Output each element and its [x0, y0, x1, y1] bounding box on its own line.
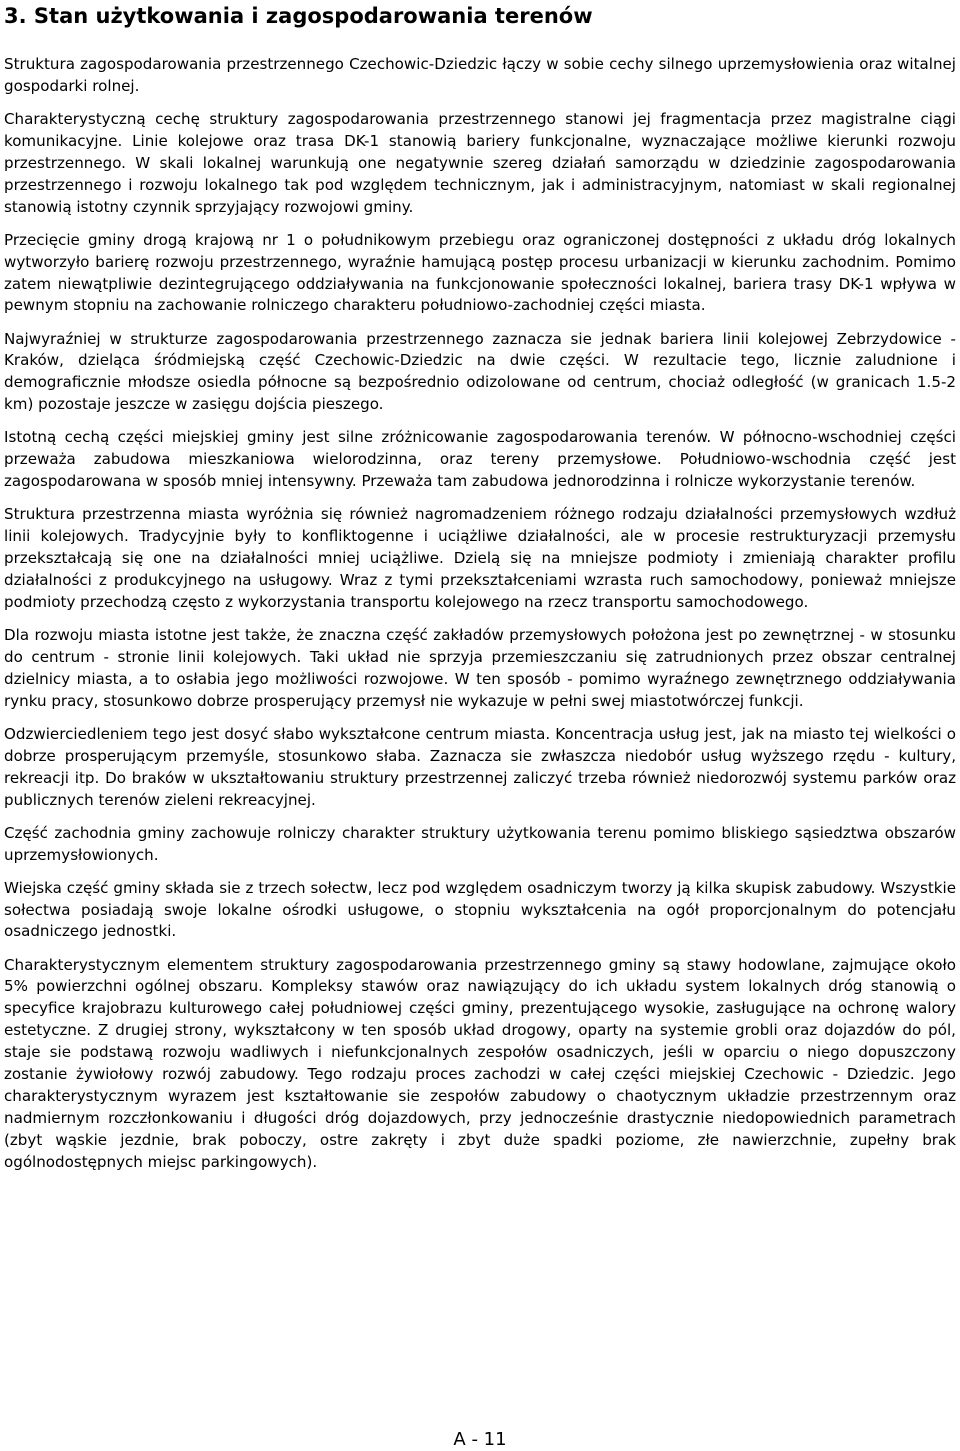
paragraph-land-use-diversity: Istotną cechą części miejskiej gminy jest silne zróżnicowanie zagospodarowania terenów. W północno-wschodniej części przeważa zabudowa mieszkaniowa wielorodzinna, oraz tereny przemysłowe. Południowo-wschodnia część jest zagospodarowana w sposób mniej intensywny. Przeważa tam zabudowa jednorodzinna i rolnicze wykorzystanie terenów.	[4, 428, 956, 491]
document-page	[4, 0, 956, 1185]
paragraph-western-part: Część zachodnia gminy zachowuje rolniczy charakter struktury użytkowania terenu pomimo bliskiego sąsiedztwa obszarów uprzemysłowionych.	[4, 823, 956, 864]
paragraph-intro: Struktura zagospodarowania przestrzennego Czechowic-Dziedzic łączy w sobie cechy silnego uprzemysłowienia oraz witalnej gospodarki rolnej.	[4, 55, 956, 95]
paragraph-city-centre: Odzwierciedleniem tego jest dosyć słabo wykształcone centrum miasta. Koncentracja usług jest, jak na miasto tej wielkości o dobrze prosperującym przemyśle, stosunkowo słaba. Zaznacza sie zwłaszcza niedobór usług wyższego rzędu - kultury, rekreacji itp. Do braków w ukształtowaniu struktury przestrzennej zaliczyć trzeba również niedorozwój systemu parków oraz publicznych terenów zieleni rekreacyjnej.	[4, 724, 956, 809]
page-number: A - 11	[453, 1429, 507, 1450]
paragraph-railway-barrier: Najwyraźniej w strukturze zagospodarowania przestrzennego zaznacza sie jednak bariera linii kolejowej Zebrzydowice - Kraków, dzieląca śródmiejską część Czechowic-Dziedzic na dwie części. W rezultacie tego, licznie zaludnione i demograficznie młodsze osiedla północne są bezpośrednio odizolowane od centrum, chociaż odległość (w granicach 1.5-2 km) pozostaje jeszcze w zasięgu dojścia pieszego.	[4, 329, 956, 414]
paragraph-dk1-barrier: Przecięcie gminy drogą krajową nr 1 o południkowym przebiegu oraz ograniczonej dostępności z układu dróg lokalnych wytworzyło barierę rozwoju przestrzennego, wyraźnie hamującą postęp procesu urbanizacji w kierunku zachodnim. Pomimo zatem niewątpliwie dezintegrującego oddziaływania na funkcjonowanie społeczności lokalnej, bariera trasy DK-1 wpływa w pewnym stopniu na zachowanie rolniczego charakteru południowo-zachodniej części miasta.	[4, 230, 956, 315]
section-title: 3. Stan użytkowania i zagospodarowania terenów	[4, 4, 593, 28]
body-text	[4, 54, 956, 1174]
paragraph-rural-part: Wiejska część gminy składa sie z trzech sołectw, lecz pod względem osadniczym tworzy ją kilka skupisk zabudowy. Wszystkie sołectwa posiadają swoje lokalne ośrodki usługowe, o stopniu wykształcenia na ogół proporcjonalnym do potencjału osadniczego jednostki.	[4, 878, 956, 941]
paragraph-industry: Struktura przestrzenna miasta wyróżnia się również nagromadzeniem różnego rodzaju działalności przemysłowych wzdłuż linii kolejowych. Tradycyjnie były to konfliktogenne i uciążliwe działalności, ale w procesie restrukturyzacji przemysłu przekształcają się one na działalności mniej uciążliwe. Dzielą się na mniejsze podmioty i zmieniają charakter profilu działalności z produkcyjnego na usługowy. Wraz z tymi przekształceniami wzrasta ruch samochodowy, ponieważ mniejsze podmioty przechodzą często z wykorzystania transportu kolejowego na rzecz transportu samochodowego.	[4, 505, 956, 611]
paragraph-industrial-plants: Dla rozwoju miasta istotne jest także, że znaczna część zakładów przemysłowych położona jest po zewnętrznej - w stosunku do centrum - stronie linii kolejowych. Taki układ nie sprzyja przemieszczaniu się zatrudnionych przez obszar centralnej dzielnicy miasta, a to osłabia jego możliwości rozwojowe. W ten sposób - pomimo wyraźnego zewnętrznego oddziaływania rynku pracy, stosunkowo dobrze prosperujący przemysł nie wykazuje w pełni swej miastotwórczej funkcji.	[4, 625, 956, 710]
paragraph-fragmentation: Charakterystyczną cechę struktury zagospodarowania przestrzennego stanowi jej fragmentacja przez magistralne ciągi komunikacyjne. Linie kolejowe oraz trasa DK-1 stanowią bariery funkcjonalne, wyznaczające możliwe kierunki rozwoju przestrzennego. W skali lokalnej warunkują one negatywnie szereg działań samorządu w dziedzinie zagospodarowania przestrzennego i rozwoju lokalnego tak pod względem technicznym, jak i administracyjnym, natomiast w skali regionalnej stanowią istotny czynnik sprzyjający rozwojowi gminy.	[4, 110, 956, 216]
paragraph-fish-ponds: Charakterystycznym elementem struktury zagospodarowania przestrzennego gminy są stawy hodowlane, zajmujące około 5% powierzchni ogólnej obszaru. Kompleksy stawów oraz nawiązujący do ich układu system lokalnych dróg stanowią o specyfice krajobrazu kulturowego całej południowej części gminy, prezentującego wysokie, zasługujące na ochronę walory estetyczne. Z drugiej strony, wykształcony w ten sposób układ drogowy, oparty na systemie grobli oraz dojazdów do pól, staje sie podstawą rozwoju wadliwych i niefunkcjonalnych zespołów osadniczych, jeśli w oparciu o niego dopuszczony zostanie żywiołowy rozwój zabudowy. Tego rodzaju proces zachodzi w całej części miejskiej Czechowic - Dziedzic. Jego charakterystycznym wyrazem jest kształtowanie sie zespołów zabudowy o chaotycznym układzie przestrzennym oraz nadmiernym rozczłonkowaniu i długości dróg dojazdowych, przy jednocześnie drastycznie niedopowiednich parametrach (zbyt wąskie jezdnie, brak poboczy, ostre zakręty i zbyt duże spadki poziome, złe nawierzchnie, zupełny brak ogólnodostępnych miejsc parkingowych).	[4, 955, 956, 1171]
